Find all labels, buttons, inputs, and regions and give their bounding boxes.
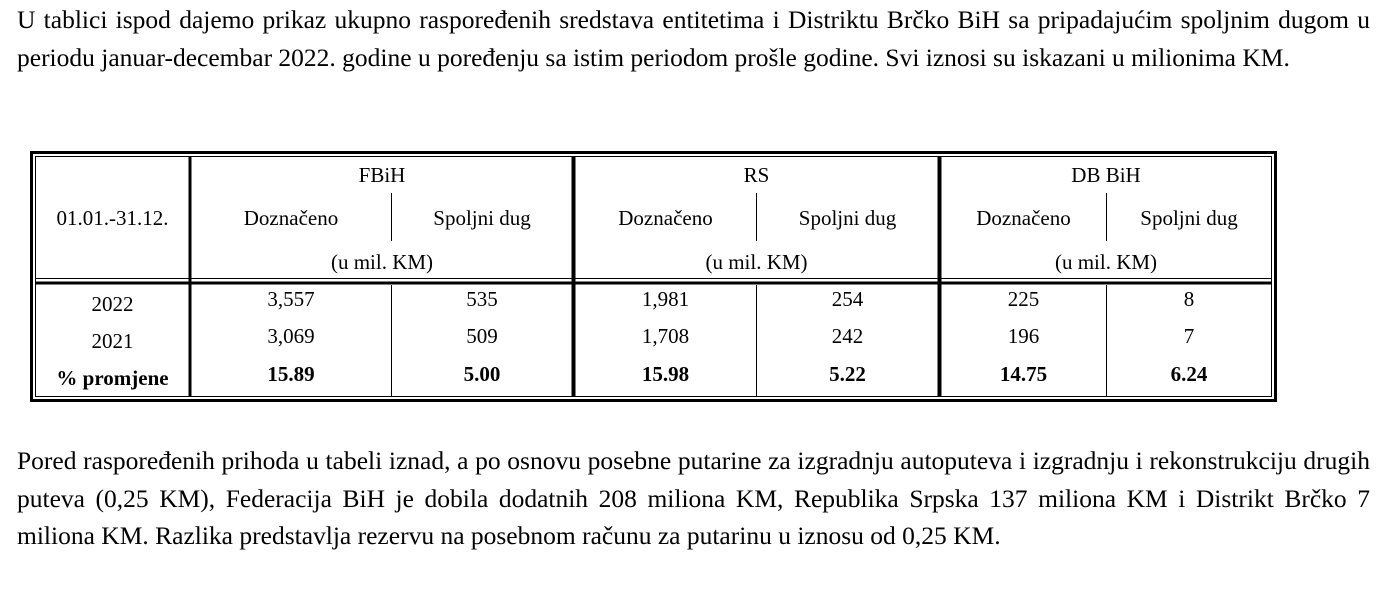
table-cell: 509 xyxy=(466,324,498,348)
table-cell: 3,557 xyxy=(267,287,315,311)
unit-label-fbih: (u mil. KM) xyxy=(330,250,434,274)
table-cell: 6.24 xyxy=(1170,362,1208,386)
intro-paragraph: U tablici ispod dajemo prikaz ukupno raspoređenih sredstava entitetima i Distriktu Brčko BiH sa pripadajućim spoljnim dugom u periodu januar-decembar 2022. godine u poređenju sa istim periodom prošle godine. Svi iznosi su iskazani u milionima KM. xyxy=(17,5,1370,72)
table-cell: 14.75 xyxy=(999,362,1048,386)
row-label-2022: 2022 xyxy=(91,292,134,316)
col-header-db-doznaceno: Doznačeno xyxy=(976,206,1071,230)
table-cell: 3,069 xyxy=(267,324,315,348)
table-cell: 7 xyxy=(1183,324,1195,348)
allocation-table xyxy=(30,151,1277,402)
table-cell: 5.22 xyxy=(829,362,866,386)
table-cell: 242 xyxy=(831,324,864,348)
row-label-change-percent: % promjene xyxy=(56,366,169,390)
table-cell: 8 xyxy=(1183,287,1195,311)
table-cell: 196 xyxy=(1007,324,1040,348)
table-cell: 5.00 xyxy=(463,362,501,386)
table-cell: 535 xyxy=(466,287,498,311)
outro-paragraph: Pored raspoređenih prihoda u tabeli iznad, a po osnovu posebne putarine za izgradnju autoputeva i izgradnju i rekonstrukciju drugih puteva (0,25 KM), Federacija BiH je dobila dodatnih 208 miliona KM, Republika Srpska 137 miliona KM i Distrikt Brčko 7 miliona KM. Razlika predstavlja rezervu na posebnom računu za putarinu u iznosu od 0,25 KM. xyxy=(17,446,1370,550)
unit-label-rs: (u mil. KM) xyxy=(705,250,808,274)
group-header-fbih: FBiH xyxy=(358,163,406,187)
group-header-rs: RS xyxy=(743,163,770,187)
table-cell: 254 xyxy=(831,287,864,311)
table-cell: 225 xyxy=(1007,287,1040,311)
col-header-rs-spoljni-dug: Spoljni dug xyxy=(798,206,897,230)
row-label-2021: 2021 xyxy=(91,329,134,353)
period-label: 01.01.-31.12. xyxy=(56,206,169,230)
table-cell: 1,981 xyxy=(641,287,690,311)
group-header-db-bih: DB BiH xyxy=(1071,163,1141,187)
col-header-fbih-doznaceno: Doznačeno xyxy=(243,206,339,230)
col-header-db-spoljni-dug: Spoljni dug xyxy=(1140,206,1238,230)
col-header-rs-doznaceno: Doznačeno xyxy=(618,206,713,230)
col-header-fbih-spoljni-dug: Spoljni dug xyxy=(433,206,531,230)
table-cell: 15.89 xyxy=(267,362,315,386)
table-cell: 15.98 xyxy=(641,362,690,386)
unit-label-db-bih: (u mil. KM) xyxy=(1054,250,1158,274)
table-cell: 1,708 xyxy=(641,324,690,348)
